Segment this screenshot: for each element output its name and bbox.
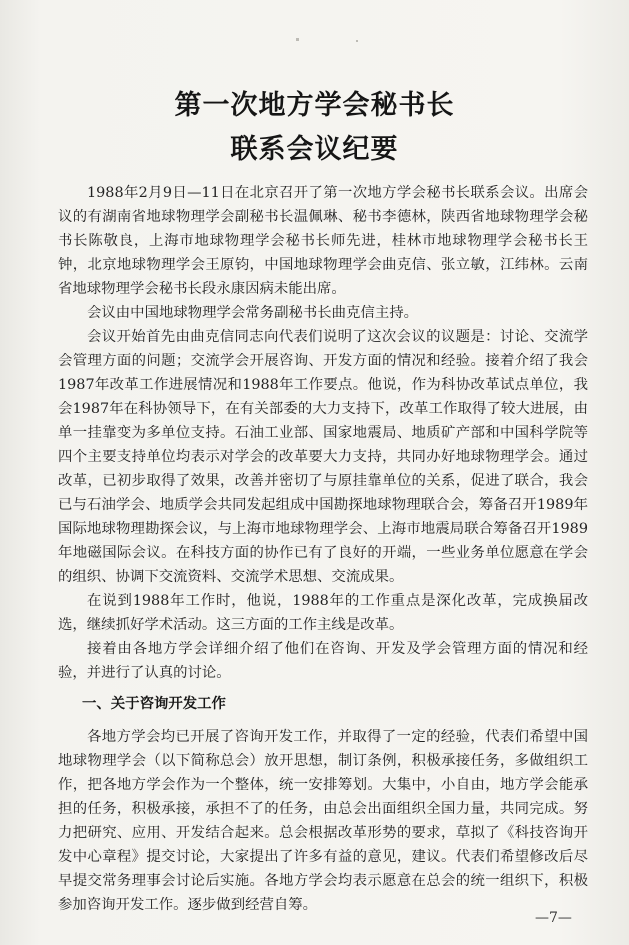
article-body — [58, 181, 588, 917]
page-number: —7— — [535, 910, 572, 926]
paragraph-discussion: 接着由各地方学会详细介绍了他们在咨询、开发及学会管理方面的情况和经验，并进行了认真的讨论。 — [58, 641, 588, 681]
title-line-1: 第一次地方学会秘书长 — [174, 90, 455, 121]
scan-dust-mark — [356, 40, 358, 42]
title-line-2: 联系会议纪要 — [230, 134, 399, 165]
paragraph-chair: 会议由中国地球物理学会常务副秘书长曲克信主持。 — [87, 305, 418, 321]
paragraph-attendees: 1988年2月9日—11日在北京召开了第一次地方学会秘书长联系会议。出席会议的有湖南省地球物理学会副秘书长温佩琳、秘书李德林，陕西省地球物理学会秘书长陈敬良，上海市地球物理学会秘书长师先进，桂林市地球物理学会秘书长王钟，北京地球物理学会王原钧，中国地球物理学会曲克信、张立敏，江纬林。云南省地球物理学会秘书长段永康因病未能出席。 — [58, 185, 588, 297]
paragraph-consulting: 各地方学会均已开展了咨询开发工作，并取得了一定的经验，代表们希望中国地球物理学会（以下简称总会）放开思想，制订条例，积极承接任务，多做组织工作，把各地方学会作为一个整体，统一安排筹划。大集中，小自由，地方学会能承担的任务，积极承接，承担不了的任务，由总会出面组织全国力量，共同完成。努力把研究、应用、开发结合起来。总会根据改革形势的要求，草拟了《科技咨询开发中心章程》提交讨论，大家提出了许多有益的意见，建议。代表们希望修改后尽早提交常务理事会讨论后实施。各地方学会均表示愿意在总会的统一组织下，积极参加咨询开发工作。逐步做到经营自筹。 — [58, 729, 588, 913]
paragraph-1988-work: 在说到1988年工作时，他说，1988年的工作重点是深化改革，完成换届改选，继续抓好学术活动。这三方面的工作主线是改革。 — [58, 593, 588, 633]
scan-dust-mark — [296, 38, 299, 41]
paragraph-agenda: 会议开始首先由曲克信同志向代表们说明了这次会议的议题是：讨论、交流学会管理方面的问题；交流学会开展咨询、开发方面的情况和经验。接着介绍了我会1987年改革工作进展情况和1988年工作要点。他说，作为科协改革试点单位，我会1987年在科协领导下，在有关部委的大力支持下，改革工作取得了较大进展，由单一挂靠变为多单位支持。石油工业部、国家地震局、地质矿产部和中国科学院等四个主要支持单位均表示对学会的改革要大力支持，共同办好地球物理学会。通过改革，已初步取得了效果，改善并密切了与原挂靠单位的关系，促进了联合，我会已与石油学会、地质学会共同发起组成中国勘探地球物理联合会，筹备召开1989年国际地球物理勘探会议，与上海市地球物理学会、上海市地震局联合筹备召开1989年地磁国际会议。在科技方面的协作已有了良好的开端，一些业务单位愿意在学会的组织、协调下交流资料、交流学术思想、交流成果。 — [58, 329, 588, 585]
section-heading-consulting: 一、关于咨询开发工作 — [82, 696, 226, 712]
